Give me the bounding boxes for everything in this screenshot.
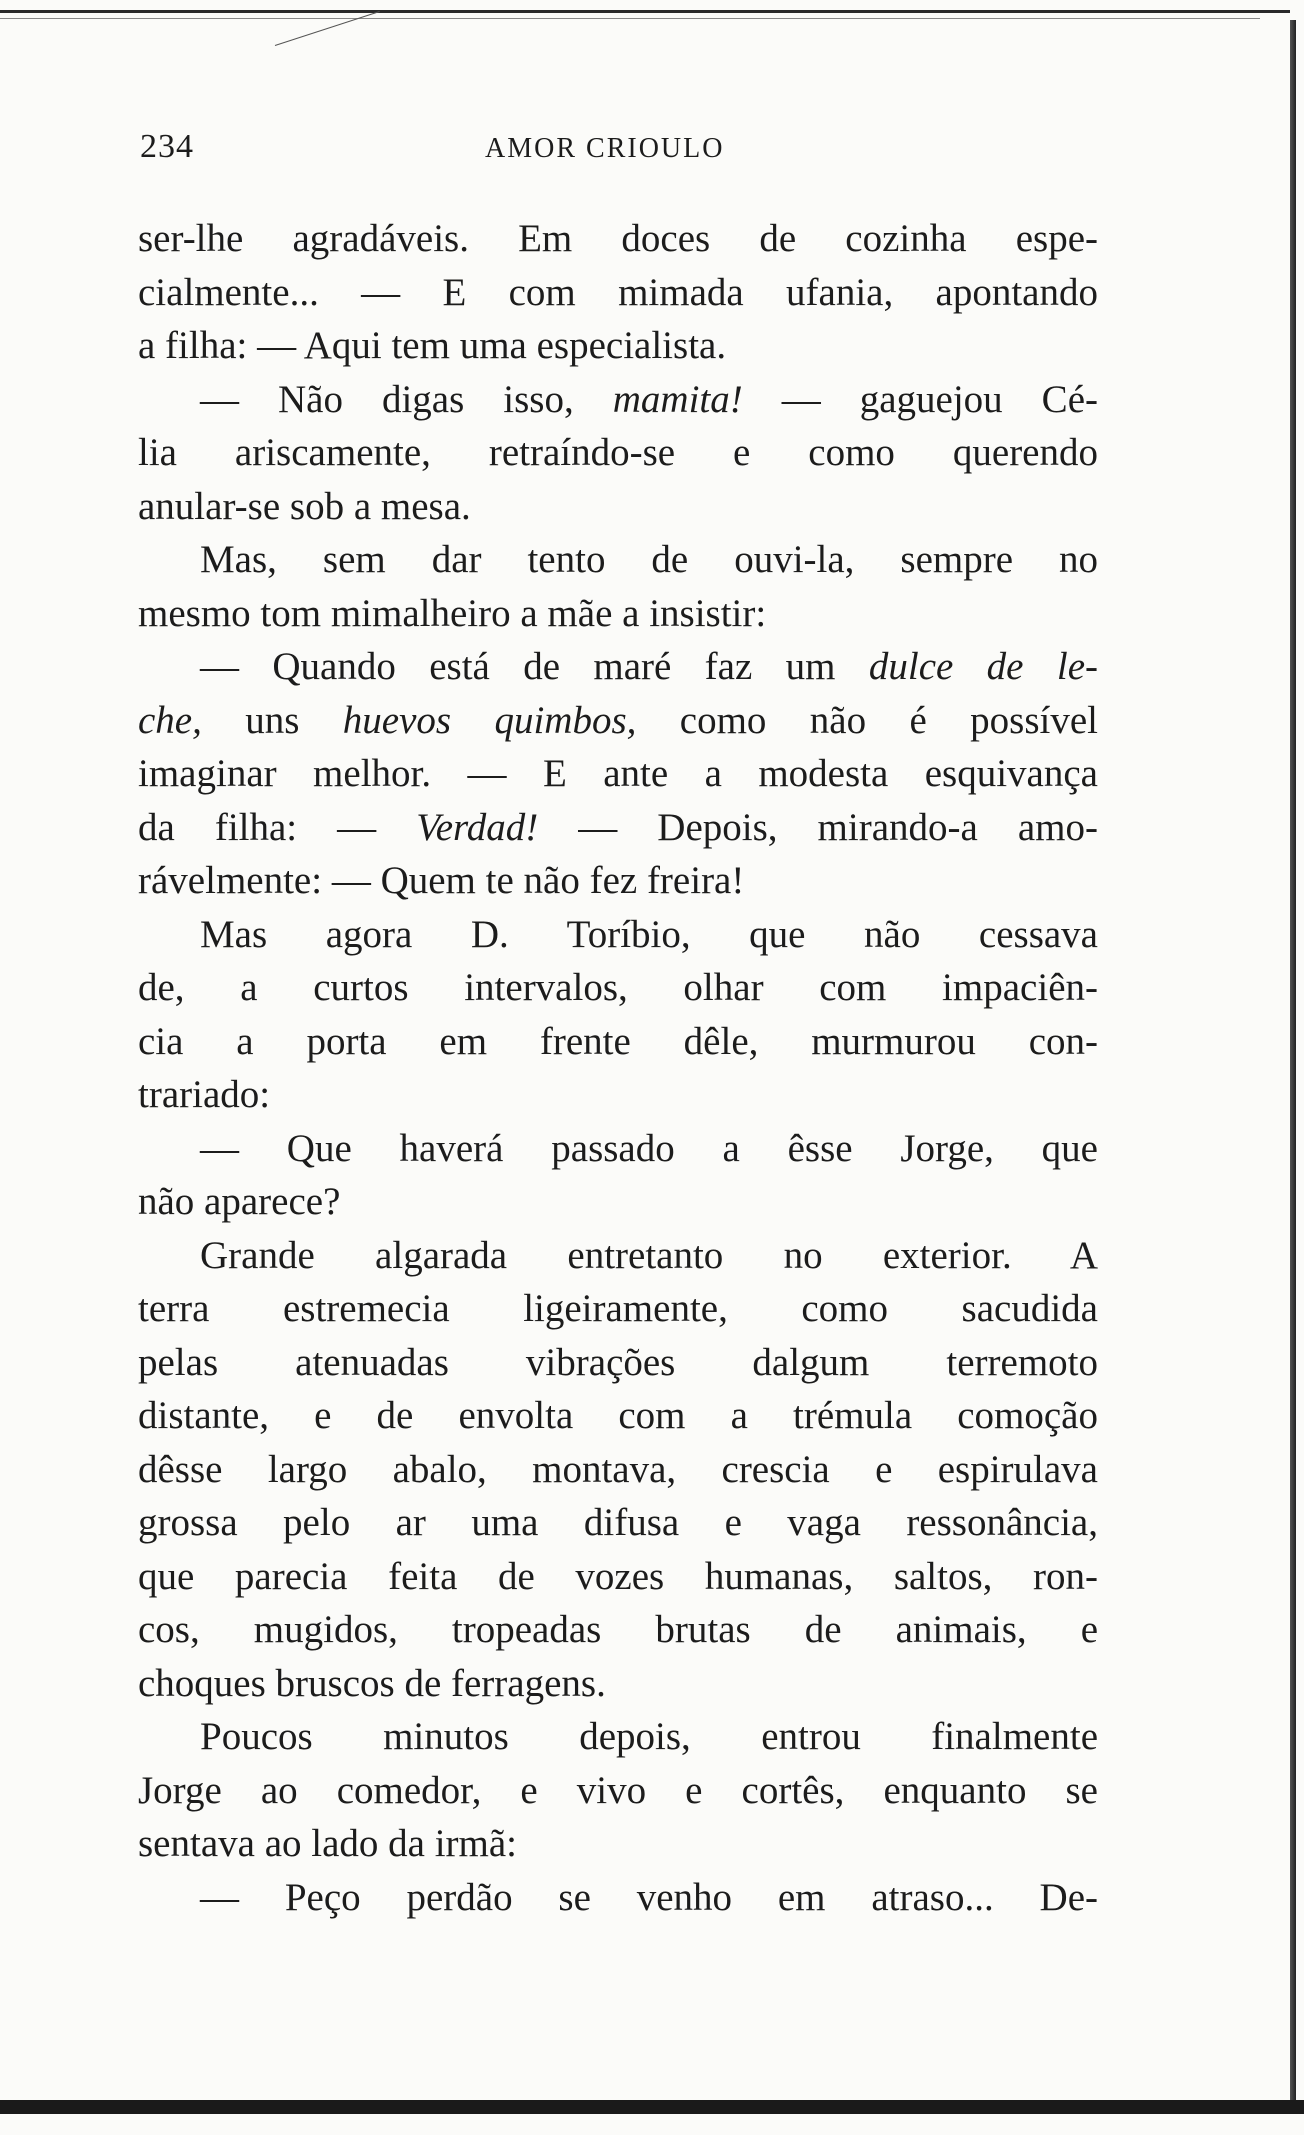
text-line [138,1015,1098,1069]
pencil-mark [275,11,380,46]
text-segment: pelas atenuadas vibrações dalgum terremoto [138,1340,1098,1384]
text-segment: sentava ao lado da irmã: [138,1822,518,1865]
text-line [138,1550,1098,1604]
text-segment: da filha: — [138,805,417,849]
text-segment: ser-lhe agradáveis. Em doces de cozinha espe- [138,217,1098,260]
italic-segment: che, [138,698,202,742]
text-segment: que parecia feita de vozes humanas, saltos, ron- [138,1554,1098,1598]
text-line [138,1122,1098,1176]
text-segment: cialmente... — E com mimada ufania, apontando [138,270,1098,314]
text-segment: — Quando está de maré faz um [200,645,869,688]
text-segment: mesmo tom mimalheiro a mãe a insistir: [138,591,767,635]
text-segment: como não é possível [636,698,1098,742]
text-segment: Mas agora D. Toríbio, que não cessava [200,912,1098,956]
text-segment: uns [201,698,343,742]
text-line [138,694,1098,748]
text-line [138,373,1098,427]
text-line [138,1817,1098,1871]
text-segment: de, a curtos intervalos, olhar com impaciên- [138,966,1098,1009]
text-line [138,426,1098,480]
italic-segment: dulce de le- [868,645,1098,688]
italic-segment: Verdad! [416,805,539,849]
text-line [138,1175,1098,1229]
text-segment: anular-se sob a mesa. [138,484,471,528]
text-segment: grossa pelo ar uma difusa e vaga ressonância, [138,1501,1098,1544]
text-line [138,1496,1098,1550]
text-line [138,1710,1098,1764]
text-line [138,1443,1098,1497]
text-segment: distante, e de envolta com a trémula comoção [138,1394,1098,1437]
text-segment: cia a porta em frente dêle, murmurou con- [138,1019,1098,1063]
body-text [138,212,1098,1924]
text-line [138,747,1098,801]
text-line [138,587,1098,641]
text-line [138,1389,1098,1443]
italic-segment: huevos quimbos, [342,698,637,742]
text-line [138,640,1098,694]
text-segment: — Depois, mirando-a amo- [538,805,1098,849]
text-segment: choques bruscos de ferragens. [138,1661,606,1705]
text-segment: Grande algarada entretanto no exterior. A [200,1233,1098,1277]
text-line [138,1871,1098,1925]
text-segment: imaginar melhor. — E ante a modesta esquivança [138,752,1098,795]
text-segment: — Que haverá passado a êsse Jorge, que [200,1126,1098,1170]
text-line [138,1068,1098,1122]
text-line [138,908,1098,962]
text-segment: cos, mugidos, tropeadas brutas de animais, e [138,1608,1098,1651]
text-line [138,1764,1098,1818]
text-line [138,1282,1098,1336]
text-segment: lia ariscamente, retraíndo-se e como querendo [138,431,1098,474]
bottom-rule [0,2100,1304,2114]
text-segment: — Peço perdão se venho em atraso... De- [200,1875,1098,1919]
text-segment: rávelmente: — Quem te não fez freira! [138,859,745,902]
page-edge-shadow [1290,20,1296,2100]
text-line [138,854,1098,908]
text-line [138,1229,1098,1283]
top-rule [0,10,1290,13]
text-segment: Mas, sem dar tento de ouvi-la, sempre no [200,538,1098,581]
page-number: 234 [140,128,194,165]
text-segment: Poucos minutos depois, entrou finalmente [200,1715,1098,1758]
text-line [138,801,1098,855]
text-segment: trariado: [138,1073,271,1116]
running-title: AMOR CRIOULO [485,133,725,164]
text-line [138,212,1098,266]
page-header [140,128,1100,178]
text-line [138,1657,1098,1711]
text-line [138,319,1098,373]
text-line [138,1603,1098,1657]
text-line [138,266,1098,320]
text-segment: não aparece? [138,1180,341,1223]
text-line [138,1336,1098,1390]
text-segment: a filha: — Aqui tem uma especialista. [138,324,727,367]
text-line [138,961,1098,1015]
text-segment: Jorge ao comedor, e vivo e cortês, enquanto se [138,1768,1098,1812]
text-segment: — Não digas isso, [200,377,613,421]
text-line [138,533,1098,587]
italic-segment: mamita! [612,377,743,421]
top-rule-thin [0,18,1260,19]
text-segment: terra estremecia ligeiramente, como sacudida [138,1287,1098,1330]
text-line [138,480,1098,534]
text-segment: — gaguejou Cé- [742,377,1098,421]
text-segment: dêsse largo abalo, montava, crescia e espirulava [138,1447,1098,1491]
